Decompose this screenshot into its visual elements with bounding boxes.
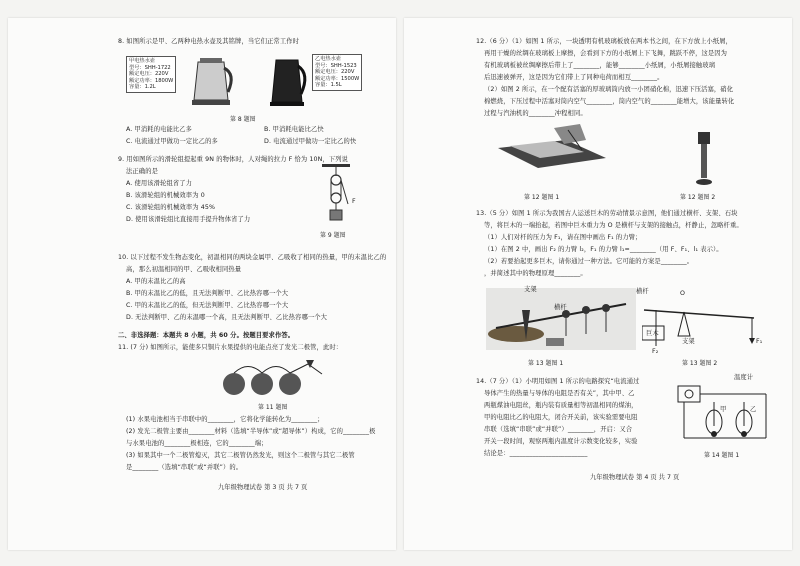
q13-line3: （1）人们对杆的压力为 F₁，请在图中画出 F₁ 的力臂； [484, 234, 642, 241]
q11-part2-cont: 与水果电池的________极相连，它的________端； [126, 440, 268, 447]
q13-label-support: 支架 [524, 286, 537, 293]
q14-line2: 导体产生的热量与导体的电阻是否有关”，其中甲、乙 [484, 390, 635, 397]
q8-option-b: B. 甲消耗电能比乙快 [264, 126, 324, 133]
q8-stem: 8. 如图所示是甲、乙两种电热水壶及其铭牌，当它们正常工作时 [118, 38, 300, 45]
q13-line4: （1）在图 2 中，画出 F₂ 的力臂 l₂，F₁ 的力臂 l₁=________（用 F、F₁、l₁ 表示）。 [484, 246, 723, 253]
fruit-battery-figure [218, 358, 328, 398]
q9-caption: 第 9 题图 [320, 232, 346, 239]
q12-line5: （2）如图 2 所示，在一个配有活塞的厚玻璃筒内放一小团硝化棉，迅速下压活塞，硝化 [484, 86, 734, 93]
q14-line7: 结论是：________________________ [484, 450, 588, 457]
q14-jar-a-label: 甲 [720, 406, 727, 413]
q11-stem: 11. (7 分) 如图所示，能使多只铜片水果提供的电能点亮了发光二极管，此时： [118, 344, 343, 351]
q11-part1: (1) 水果电池相当于串联中的________，它将化学能转化为________； [126, 416, 324, 423]
pulley-figure [318, 164, 358, 228]
q14-caption-1: 第 14 题图 1 [704, 452, 740, 459]
q13-line1: 13.（5 分）如图 1 所示为我国古人运送巨木的劳动情景示意图，他们通过横杆、支架、石块 [476, 210, 738, 217]
q13-line6: ，并简述其中的物理原理________。 [484, 270, 587, 277]
q13-label-lever: 横杆 [554, 304, 567, 311]
q10-option-a: A. 甲的末温比乙的高 [126, 278, 186, 285]
kettle-b-image [268, 50, 312, 108]
section-2-heading: 二、非选择题：本题共 8 小题，共 60 分。按题目要求作答。 [118, 332, 295, 339]
q14-line3: 两瓶煤油电阻丝，瓶内装有质量相等初温相同的煤油， [484, 402, 638, 409]
q10-stem-line2: 高，那么初温相同的甲、乙吸收相同热量 [126, 266, 242, 273]
q13-figure-1 [486, 288, 636, 350]
pulley-force-label: F [352, 198, 356, 205]
exam-page-4 [404, 18, 792, 550]
q13-line5: （2）若要抬起更多巨木，请你通过一种方法。它可能的方案是________。 [484, 258, 694, 265]
q11-part3: (3) 如果其中一个二极管熄灭，其它二极管仍然发光，则这个二极管与其它二极管 [126, 452, 355, 459]
q12-line4: 后迅速被弹开，这是因为它们带上了同种电荷而相互________。 [484, 74, 664, 81]
q13-line2: 等，将巨木的一端抬起，若图中巨木重力为 O 是横杆与支架的接触点，杆静止，忽略杆重。 [484, 222, 743, 229]
q11-part2: (2) 发光二极管主要由________材料（选填“半导体”或“超导体”）构成，它的________极 [126, 428, 376, 435]
q14-circuit-figure [676, 382, 772, 446]
q12-line7: 过程与汽油机的________冲程相同。 [484, 110, 587, 117]
q13-fulcrum-label: O [680, 290, 686, 297]
q14-thermometer-label: 温度计 [734, 374, 754, 381]
q9-option-d: D. 使用该滑轮组比直接用手提升物体省了力 [126, 216, 251, 223]
q13-f2-label: F₂ [652, 348, 659, 355]
kettle-b-spec: 乙电热水壶 型号：SHH-1523 额定电压：220V 额定功率：1500W 容量：1.5L [312, 54, 362, 91]
q13-stand-label: 支架 [682, 338, 695, 345]
q12-caption-2: 第 12 题图 2 [680, 194, 716, 201]
q8-option-d: D. 电流通过甲做功一定比乙的快 [264, 138, 357, 145]
left-page-footer: 九年级物理试卷 第 3 页 共 7 页 [218, 484, 308, 491]
q9-option-c: C. 该滑轮组的机械效率为 45% [126, 204, 216, 211]
q13-log-label: 巨木 [646, 330, 659, 337]
q14-line1: 14.（7 分）（1）小明用如图 1 所示的电路探究“电流通过 [476, 378, 640, 385]
q12-line3: 有机玻璃板被丝绸摩擦后带上了________，能够________小纸屑，小纸屑接触玻璃 [484, 62, 716, 69]
q12-line6: 棉燃烧，下压过程中活塞对筒内空气________，筒内空气的________能增大，该能量转化 [484, 98, 735, 105]
q12-line1: 12.（6 分）（1）如图 1 所示，一块透明有机玻璃板放在两本书之间，在下方放上小纸屑， [476, 38, 733, 45]
q8-caption: 第 8 题图 [230, 116, 256, 123]
q14-line5: 串联（选填“串联”或“并联”）________，开启：又合 [484, 426, 633, 433]
q14-line6: 开关一段时间，观察两瓶内温度计示数变化较多，实验 [484, 438, 638, 445]
q9-stem-line1: 9. 用如图所示的滑轮组提起重 9N 的物体时，人对绳的拉力 F 恰为 10N，下列说 [118, 156, 348, 163]
q13-caption-2: 第 13 题图 2 [682, 360, 718, 367]
q10-option-d: D. 无法判断甲、乙的末温哪一个高，且无法判断甲、乙比热容哪一个大 [126, 314, 328, 321]
q13-fig2-lever-label: 横杆 [636, 288, 649, 295]
q13-caption-1: 第 13 题图 1 [528, 360, 564, 367]
q8-option-c: C. 电流通过甲做功一定比乙的多 [126, 138, 218, 145]
q10-option-c: C. 甲的末温比乙的低，但无法判断甲、乙比热容哪一个大 [126, 302, 289, 309]
q12-line2: 再用干燥的丝绸在玻璃板上摩擦，会看到下方的小纸屑上下飞舞，跳跃不停，这是因为 [484, 50, 728, 57]
q14-line4: 甲的电阻比乙的电阻大，闭合开关前，该实验需要电阻 [484, 414, 638, 421]
q13-figure-2 [642, 300, 762, 354]
kettle-a-spec: 甲电热水壶 型号：SHH-1722 额定电压：220V 额定功率：1800W 容量：1.2L [126, 56, 176, 93]
right-page-footer: 九年级物理试卷 第 4 页 共 7 页 [590, 474, 680, 481]
q13-f1-label: F₁ [756, 338, 763, 345]
q11-part3-cont: 是________（选填“串联”或“并联”）的。 [126, 464, 243, 471]
q11-caption: 第 11 题图 [258, 404, 288, 411]
q10-stem-line1: 10. 以下过程不发生物态变化，初温相同的两块金属甲、乙吸收了相同的热量，甲的末温比乙的 [118, 254, 387, 261]
q9-stem-line2: 法正确的是 [126, 168, 158, 175]
q9-option-a: A. 使用该滑轮组省了力 [126, 180, 193, 187]
q8-option-a: A. 甲消耗的电能比乙多 [126, 126, 193, 133]
kettle-a-image [188, 50, 238, 108]
q8-figure [126, 50, 360, 110]
q12-figure-1 [494, 122, 614, 178]
q12-caption-1: 第 12 题图 1 [524, 194, 560, 201]
q14-jar-b-label: 乙 [750, 406, 757, 413]
q9-option-b: B. 该滑轮组的机械效率为 0 [126, 192, 205, 199]
exam-page-3 [8, 18, 396, 550]
q10-option-b: B. 甲的末温比乙的低，且无法判断甲、乙比热容哪一个大 [126, 290, 289, 297]
q12-figure-2 [694, 130, 714, 188]
